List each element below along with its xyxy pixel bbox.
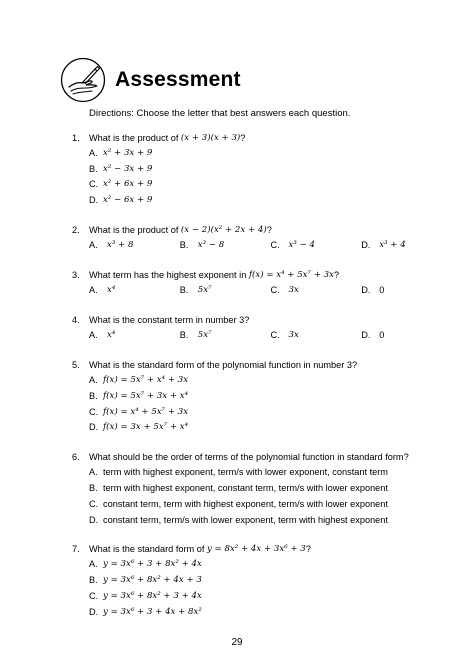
assessment-header [60, 56, 241, 104]
option-text: y = 3x⁶ + 3 + 8x² + 4x [103, 559, 202, 570]
answer-option[interactable] [271, 327, 362, 343]
question-item [72, 357, 452, 435]
question-number: 6. [72, 451, 80, 462]
question-suffix: ? [266, 224, 272, 235]
option-text: constant term, term with highest exponent, term/s with lower exponent [103, 498, 388, 509]
option-text: f(x) = 5x⁷ + 3x + x⁴ [103, 390, 189, 401]
option-text: x⁴ [107, 330, 116, 341]
answer-option[interactable] [89, 572, 452, 588]
option-letter: C. [270, 285, 280, 296]
option-text: y = 3x⁶ + 3 + 4x + 8x² [103, 606, 202, 617]
option-letter: B. [89, 575, 98, 586]
option-text: x³ − 4 [288, 240, 315, 251]
option-text: f(x) = 3x + 5x⁷ + x⁴ [103, 422, 189, 433]
answer-option[interactable] [89, 464, 452, 480]
option-text: 5x⁷ [197, 330, 212, 341]
question-number: 5. [72, 359, 80, 370]
answer-option[interactable] [89, 237, 180, 253]
question-stem [72, 267, 452, 282]
question-list [72, 130, 452, 634]
option-letter: D. [89, 422, 99, 433]
option-letter: A. [89, 147, 98, 158]
option-letter: A. [89, 240, 98, 251]
question-suffix: ? [333, 269, 340, 280]
option-letter: D. [361, 240, 371, 251]
option-letter: A. [89, 285, 98, 296]
option-letter: B. [179, 285, 189, 296]
answer-options [89, 145, 452, 208]
question-stem [72, 222, 452, 237]
question-number: 3. [72, 269, 80, 280]
question-suffix: ? [305, 544, 311, 555]
option-text: f(x) = 5x⁷ + x⁴ + 3x [103, 375, 189, 386]
option-text: 3x [288, 285, 299, 296]
answer-options [89, 327, 452, 343]
question-item [72, 542, 452, 620]
answer-option[interactable] [89, 404, 452, 420]
answer-options [89, 372, 452, 435]
question-item [72, 130, 452, 208]
page-number: 29 [231, 637, 243, 648]
option-text: f(x) = x⁴ + 5x⁷ + 3x [103, 406, 189, 417]
option-text: x³ + 4 [379, 240, 406, 251]
question-text: What is the product of [89, 224, 181, 235]
answer-options [89, 237, 452, 253]
question-item [72, 449, 452, 527]
question-stem [72, 542, 452, 557]
question-item [72, 222, 452, 253]
option-text: 5x⁷ [197, 285, 212, 296]
option-letter: B. [89, 390, 98, 401]
option-letter: C. [270, 330, 280, 341]
question-suffix: ? [240, 132, 246, 143]
option-text: term with highest exponent, constant term, term/s with lower exponent [103, 483, 388, 494]
question-text: What should be the order of terms of the polynomial function in standard form? [89, 451, 409, 462]
question-number: 1. [72, 132, 80, 143]
question-expression: y = 8x² + 4x + 3x⁶ + 3 [206, 544, 306, 555]
answer-option[interactable] [89, 177, 452, 193]
option-text: 3x [288, 330, 299, 341]
answer-options [89, 557, 452, 620]
option-text: y = 3x⁶ + 8x² + 4x + 3 [103, 575, 202, 586]
option-letter: C. [89, 591, 99, 602]
option-text: x² − 3x + 9 [103, 163, 153, 174]
option-letter: D. [361, 330, 371, 341]
answer-option[interactable] [89, 557, 452, 573]
option-letter: C. [89, 406, 99, 417]
question-text: What is the standard form of the polynomial function in number 3? [89, 359, 358, 370]
option-text: x³ − 8 [197, 240, 225, 251]
option-letter: B. [179, 330, 189, 341]
question-text: What is the standard form of [89, 544, 207, 555]
option-letter: D. [89, 195, 99, 206]
answer-option[interactable] [180, 237, 271, 253]
answer-option[interactable] [89, 604, 452, 620]
question-stem [72, 357, 452, 372]
option-letter: D. [89, 606, 99, 617]
option-text: x² + 6x + 9 [103, 179, 153, 190]
option-text: constant term, term/s with lower exponent, term with highest exponent [103, 514, 388, 525]
answer-option[interactable] [89, 282, 180, 298]
option-text: 0 [379, 330, 385, 341]
answer-option[interactable] [271, 282, 362, 298]
option-letter: B. [89, 163, 98, 174]
answer-option[interactable] [89, 388, 452, 404]
option-text: x² + 3x + 9 [103, 147, 153, 158]
option-letter: A. [89, 330, 98, 341]
option-text: y = 3x⁶ + 8x² + 3 + 4x [103, 591, 202, 602]
option-letter: A. [89, 375, 98, 386]
answer-option[interactable] [361, 327, 452, 343]
option-letter: C. [89, 498, 99, 509]
question-text: What is the constant term in number 3? [89, 314, 250, 325]
option-letter: C. [89, 179, 99, 190]
option-letter: D. [89, 514, 99, 525]
answer-option[interactable] [180, 327, 271, 343]
question-stem [72, 449, 452, 464]
option-text: 0 [379, 285, 385, 296]
answer-option[interactable] [361, 282, 452, 298]
question-expression: (x − 2)(x² + 2x + 4) [180, 224, 267, 235]
answer-option[interactable] [89, 420, 452, 436]
answer-option[interactable] [89, 145, 452, 161]
answer-option[interactable] [361, 237, 452, 253]
question-number: 7. [72, 544, 80, 555]
answer-option[interactable] [89, 192, 452, 208]
option-letter: A. [89, 467, 98, 478]
answer-option[interactable] [89, 372, 452, 388]
option-text: x⁴ [107, 285, 116, 296]
question-expression: f(x) = x⁴ + 5x⁷ + 3x [248, 269, 334, 280]
question-stem [72, 312, 452, 327]
option-letter: B. [179, 240, 189, 251]
directions-text: Directions: Choose the letter that best answers each question. [89, 108, 351, 119]
question-item [72, 267, 452, 298]
question-expression: (x + 3)(x + 3) [180, 132, 241, 143]
option-text: term with highest exponent, term/s with lower exponent, constant term [103, 467, 388, 478]
option-letter: A. [89, 559, 98, 570]
option-letter: C. [270, 240, 280, 251]
answer-option[interactable] [89, 327, 180, 343]
answer-option[interactable] [89, 480, 452, 496]
option-letter: D. [361, 285, 371, 296]
writing-hand-icon [60, 57, 106, 103]
option-text: x² − 6x + 9 [103, 195, 153, 206]
question-stem [72, 130, 452, 145]
question-number: 4. [72, 314, 80, 325]
answer-option[interactable] [89, 496, 452, 512]
question-number: 2. [72, 224, 80, 235]
answer-option[interactable] [271, 237, 362, 253]
question-item [72, 312, 452, 343]
answer-option[interactable] [89, 161, 452, 177]
answer-option[interactable] [89, 512, 452, 528]
page-title: Assessment [115, 68, 241, 91]
option-letter: B. [89, 483, 98, 494]
question-text: What term has the highest exponent in [89, 269, 249, 280]
answer-option[interactable] [89, 588, 452, 604]
question-text: What is the product of [89, 132, 181, 143]
option-text: x³ + 8 [107, 240, 134, 251]
answer-options [89, 282, 452, 298]
answer-options [89, 464, 452, 527]
answer-option[interactable] [180, 282, 271, 298]
